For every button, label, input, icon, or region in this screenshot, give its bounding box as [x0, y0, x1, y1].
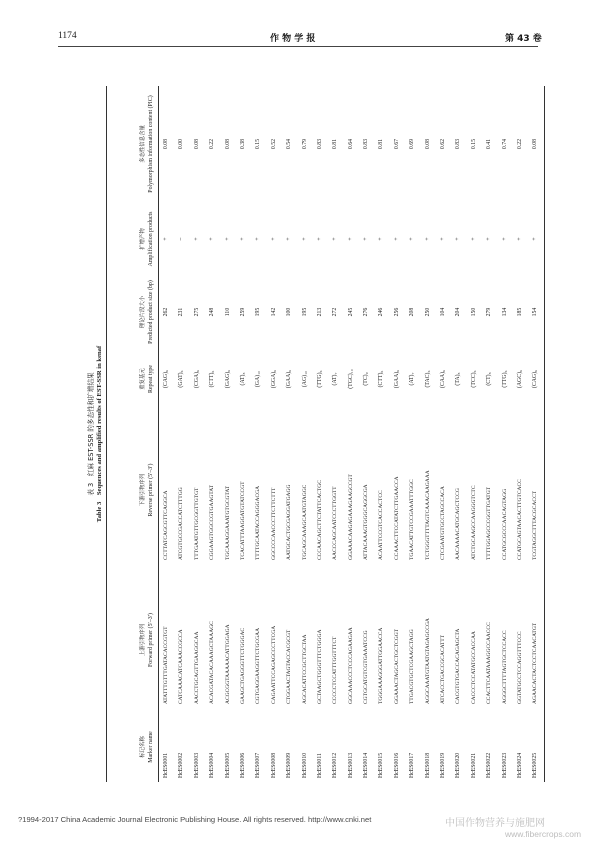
table-cell: AGGGCTTTTAGTGCTCCACC: [501, 630, 508, 704]
table-cell: HcES0013: [347, 752, 354, 778]
column-header: [140, 576, 155, 704]
table-cell: ACACGATACACAAAGCTAAAGC: [209, 621, 216, 704]
table-cell: HcES0017: [409, 752, 416, 778]
table-cell: 0.15: [470, 138, 477, 150]
table-cell: HcES0014: [363, 752, 370, 778]
table-cell: 134: [501, 307, 508, 317]
table-cell: (CAG)₆: [163, 369, 169, 389]
table-cell: +: [486, 237, 493, 241]
journal-title: 作 物 学 报: [270, 34, 316, 44]
column-header: [140, 92, 155, 196]
table-cell: 0.08: [163, 138, 169, 150]
table-cell: +: [516, 237, 523, 241]
table-cell: GAAGCTGAGGGTTCTGGGAC: [239, 627, 246, 704]
column-header-en: Repeat type: [147, 365, 154, 393]
table-cell: (GA)₁₀: [255, 370, 262, 388]
table-cell: (TCC)₆: [470, 370, 477, 388]
table-cell: +: [378, 237, 385, 241]
table-cell: HcES0018: [424, 752, 431, 778]
table-cell: +: [209, 237, 216, 241]
table-cell: TTTGAATGTTGCGGTTGTGT: [193, 487, 200, 560]
table-cell: 0.79: [301, 138, 308, 150]
table-cell: 256: [393, 307, 400, 317]
table-cell: TGCAGCAAAGCAATGTAGGC: [301, 484, 308, 560]
table-cell: 272: [332, 307, 339, 317]
table-cell: 0.00: [178, 138, 185, 150]
table-cell: 208: [409, 307, 416, 317]
table-row: [205, 86, 220, 782]
table-cell: 195: [301, 307, 308, 317]
table-cell: HcES0023: [501, 752, 508, 778]
table-cell: 0.67: [393, 138, 400, 150]
table-cell: (TGC)₁₀: [347, 369, 354, 389]
column-header-cn: 上游引物序列: [140, 623, 147, 657]
table-cell: (CT)₈: [486, 372, 493, 386]
table-cell: ATTACAAAGTGGGCAGGCGA: [363, 484, 370, 560]
table-cell: (AT)₇: [409, 372, 416, 386]
table-row: [328, 86, 343, 782]
column-header-cn: 下游引物序列: [140, 473, 147, 507]
table-row: [513, 86, 528, 782]
table-cell: 0.22: [516, 138, 523, 150]
table-cell: HcES0002: [178, 752, 185, 778]
column-header-en: Reverse primer (5′–3′): [147, 463, 154, 517]
table-cell: (TTG)₆: [501, 370, 508, 388]
table-cell: (TTG)₆: [316, 370, 323, 388]
table-cell: (GGA)₆: [270, 369, 277, 389]
table-cell: 104: [440, 307, 447, 317]
table-cell: HcES0022: [486, 752, 493, 778]
table-row: [236, 86, 251, 782]
table-cell: 100: [286, 307, 293, 317]
table-cell: HcES0004: [209, 752, 216, 778]
watermark-url: www.fibercrops.com: [505, 829, 582, 839]
table-row: [467, 86, 482, 782]
table-cell: HcES0016: [393, 752, 400, 778]
table-cell: 0.22: [209, 138, 216, 150]
table-row: [251, 86, 266, 782]
column-header: [140, 350, 155, 408]
column-header: [140, 206, 155, 272]
column-header: [140, 420, 155, 560]
table-cell: (CTT)₆: [209, 370, 216, 388]
table-row: [159, 86, 174, 782]
table-row: [528, 86, 543, 782]
table-cell: CCATGCAGTAACACTTGTCACC: [516, 479, 523, 560]
column-header: [140, 280, 155, 344]
table-cell: HcES0020: [455, 752, 462, 778]
table-row: [482, 86, 497, 782]
table-cell: (AT)₈: [239, 372, 246, 386]
table-cell: 195: [255, 307, 262, 317]
table-top-rule: [106, 86, 107, 782]
table-cell: CCAAACTTCCATATCTTGAACCA: [393, 476, 400, 560]
table-cell: 245: [347, 307, 354, 317]
table-cell: +: [286, 237, 293, 241]
table-cell: (CAA)₆: [440, 369, 447, 389]
table-row: [390, 86, 405, 782]
table-cell: (GAA)₆: [286, 369, 293, 389]
table-cell: TCGTAGGCTTTACGCACCT: [532, 490, 539, 560]
table-cell: CCCCCTCCATTTGGTTTCT: [332, 636, 339, 704]
table-cell: –: [178, 237, 185, 241]
table-cell: (CAG)₆: [532, 369, 539, 389]
table-cell: 0.08: [224, 138, 231, 150]
table-cell: 262: [163, 307, 169, 317]
table-cell: (AGC)₆: [516, 369, 523, 389]
table-cell: CTGGAACTAGTACCACGCGT: [286, 629, 293, 704]
table-cell: AGAACACTACTCCTCAACATGT: [532, 622, 539, 704]
table-row: [436, 86, 451, 782]
table-cell: (AG)₁₀: [301, 370, 308, 388]
table-cell: HcES0021: [470, 752, 477, 778]
table-cell: +: [393, 237, 400, 241]
table-cell: CATCAAACATCAAACCGCCA: [178, 629, 185, 704]
caption-cn: 表 3 红麻 EST-SSR 的多态性和扩增结果: [87, 372, 95, 496]
table-cell: CGTGCATGTCGTGAAATCCG: [363, 630, 370, 704]
table-cell: HcES0009: [286, 752, 293, 778]
table-cell: TCTGGGTTTTAGTCAAACAAGAAA: [424, 470, 431, 560]
table-row: [174, 86, 189, 782]
column-header-cn: 标记名称: [140, 736, 147, 758]
table-cell: +: [332, 237, 339, 241]
table-cell: +: [316, 237, 323, 241]
table-row: [374, 86, 389, 782]
table-cell: 0.52: [270, 138, 277, 150]
caption-en: Table 3 Sequences and amplified results of EST-SSR in kenaf: [95, 345, 103, 523]
table-cell: 0.83: [363, 138, 370, 150]
table-cell: AACAAAACATGCAGCTCCG: [455, 488, 462, 560]
table-cell: HcES0025: [532, 752, 539, 778]
table-cell: 246: [378, 307, 385, 317]
column-header-cn: 重复基元: [140, 368, 147, 390]
table-cell: +: [470, 237, 477, 241]
table-caption: [87, 86, 104, 782]
table-cell: +: [301, 237, 308, 241]
table-bottom-rule: [544, 86, 545, 782]
table-cell: TGGGAAAGGGATTGGAACCA: [378, 627, 385, 704]
table-cell: 259: [239, 307, 246, 317]
table-row: [421, 86, 436, 782]
table-cell: ATCTGCAAGCCAAGGGTCTC: [470, 485, 477, 560]
table-row: [405, 86, 420, 782]
table-cell: 142: [270, 307, 277, 317]
table-cell: 0.08: [193, 138, 200, 150]
table-cell: HcES0006: [239, 752, 246, 778]
table-cell: GGTATGCCTCCAGGTTTCCC: [516, 631, 523, 704]
table-cell: ATCGTGCCGACCATCTTTGG: [178, 487, 185, 560]
table-cell: GGCCCCAACCCTTCTTCTTT: [270, 487, 277, 560]
table-cell: CCCAACAGCTTCTATTCACTGC: [316, 480, 323, 560]
column-header-en: Amplification products: [147, 211, 154, 267]
table-cell: HcES0008: [270, 752, 277, 778]
table-cell: (TAC)₆: [424, 370, 431, 388]
table-row: [359, 86, 374, 782]
table-cell: 0.38: [239, 138, 246, 150]
table-cell: HcES0019: [440, 752, 447, 778]
table-cell: 0.83: [455, 138, 462, 150]
column-header-cn: 扩增产物: [140, 228, 147, 250]
table-row: [498, 86, 513, 782]
table-cell: HcES0001: [163, 752, 169, 778]
column-header-en: Predicted product size (bp): [147, 280, 154, 344]
column-header: [140, 716, 155, 778]
table-cell: CGTGAGGAAGGTTCTGCGAA: [255, 627, 262, 704]
table-cell: AATGCACTGCGAGGATGAGG: [286, 484, 293, 560]
table-cell: HcES0012: [332, 752, 339, 778]
table-cell: 0.81: [332, 138, 339, 150]
table-cell: +: [255, 237, 262, 241]
table-row: [282, 86, 297, 782]
table-cell: +: [501, 237, 508, 241]
table-cell: HcES0003: [193, 752, 200, 778]
table-cell: CCACTTCAATAAAGGCCAACCC: [486, 622, 493, 704]
table-cell: HcES0010: [301, 752, 308, 778]
table-cell: 0.15: [255, 138, 262, 150]
table-cell: AGCACATTCCGCTTGCTAA: [301, 634, 308, 704]
table-cell: 0.74: [501, 138, 508, 150]
table-cell: ACGCGGTAAAAACATTGGAGA: [224, 624, 231, 704]
table-cell: +: [239, 237, 246, 241]
table-cell: TGAACATTGTCCGAAATTTGGC: [409, 479, 416, 560]
table-cell: 110: [224, 307, 231, 317]
table-cell: CCATGCGCCCAACAGTAGG: [501, 488, 508, 560]
table-body: [159, 86, 544, 782]
table-cell: CACGTGTGACCACAGAGCTA: [455, 628, 462, 704]
table-cell: 279: [486, 307, 493, 317]
table-cell: 0.54: [286, 138, 293, 150]
table-cell: GGCAAACCCTCCCAGAAGAA: [347, 627, 354, 704]
table-cell: 0.64: [347, 138, 354, 150]
column-header-cn: 理论片段大小: [140, 295, 147, 329]
table-row: [313, 86, 328, 782]
table-cell: HcES0005: [224, 752, 231, 778]
column-header-en: Forward primer (5′–3′): [147, 613, 154, 667]
table-cell: (TC)₉: [363, 372, 370, 386]
table-cell: ATCACCTGACCGCACATTT: [440, 634, 447, 704]
table-cell: TTTTGGAGCCCGGTTGATGT: [486, 486, 493, 560]
table-row: [344, 86, 359, 782]
table-cell: 0.08: [424, 138, 431, 150]
column-header-en: Marker name: [147, 731, 154, 763]
table-cell: (CGA)₆: [193, 369, 200, 389]
table-cell: +: [163, 237, 169, 241]
table-cell: +: [532, 237, 539, 241]
table-cell: 275: [193, 307, 200, 317]
table-cell: HcES0007: [255, 752, 262, 778]
table-cell: CGGAAGTGGCCGTGAAGTAT: [209, 484, 216, 560]
table-cell: CACCCTCCATATGCCACCAA: [470, 631, 477, 704]
table-row: [298, 86, 313, 782]
table-cell: AACCTGCAGTTGAAGGCAA: [193, 631, 200, 704]
table-cell: 204: [455, 307, 462, 317]
page-number: 1174: [58, 31, 77, 41]
rotated-table-area: [86, 86, 539, 782]
table-cell: 0.08: [532, 138, 539, 150]
column-header-cn: 多态性信息含量: [140, 125, 147, 163]
watermark-text: 中国作物营养与施肥网: [445, 818, 545, 829]
table-cell: 0.81: [378, 138, 385, 150]
table-row: [267, 86, 282, 782]
column-header-en: Polymorphism information content (PIC): [147, 95, 154, 193]
table-cell: +: [270, 237, 277, 241]
table-cell: 250: [424, 307, 431, 317]
table-cell: 0.83: [316, 138, 323, 150]
table-cell: (CTT)₆: [378, 370, 385, 388]
header-rule: [58, 46, 538, 47]
table-cell: HcES0024: [516, 752, 523, 778]
table-cell: 154: [532, 307, 539, 317]
table-cell: (GAA)₆: [393, 369, 400, 389]
table-cell: +: [363, 237, 370, 241]
table-cell: TTGACGTGCTCGAAGCTAGG: [409, 629, 416, 704]
table-cell: 0.62: [440, 138, 447, 150]
table-cell: 0.41: [486, 138, 493, 150]
table-cell: GCTAAGCTGGGTTTCTGGGA: [316, 629, 323, 704]
table-cell: 150: [470, 307, 477, 317]
table-cell: 248: [209, 307, 216, 317]
table-header: [110, 86, 159, 782]
table-row: [451, 86, 466, 782]
table-cell: GGAAACTAGCACTGCTCGGT: [393, 628, 400, 704]
table-cell: HcES0011: [316, 753, 323, 778]
table-cell: +: [224, 237, 231, 241]
table-cell: ATATTTGTTTGATACACCGTGT: [163, 626, 169, 704]
table-cell: (GAG)₆: [224, 369, 231, 389]
table-row: [190, 86, 205, 782]
table-cell: (GAT)₆: [178, 370, 185, 388]
table-cell: AGGCAAATGTAATGTAGAGCCGA: [424, 618, 431, 704]
table-cell: (TA)₈: [455, 372, 462, 386]
table-cell: CCTTATCAGCGTTCAGGCA: [163, 490, 169, 560]
table-cell: TGCAAAGGAAATGTGCGTAT: [224, 485, 231, 560]
copyright-footer: ?1994-2017 China Academic Journal Electronic Publishing House. All rights reserved. http://www.cnki.net: [18, 815, 372, 824]
table-cell: 185: [516, 307, 523, 317]
table-cell: +: [455, 237, 462, 241]
table-cell: +: [409, 237, 416, 241]
table-cell: CTCGAATGTGCCTAGCCACA: [440, 486, 447, 560]
table-cell: +: [424, 237, 431, 241]
table-cell: GGAAACAAGAGAAAGAAGCCGT: [347, 474, 354, 560]
volume-label: 第 43 卷: [505, 34, 542, 44]
table-cell: 0.69: [409, 138, 416, 150]
table-cell: TCACATTTAAGGATGTATCCGT: [239, 481, 246, 560]
table-cell: (AT)₇: [332, 372, 339, 386]
table-cell: HcES0015: [378, 752, 385, 778]
table-row: [221, 86, 236, 782]
table-cell: 276: [363, 307, 370, 317]
table-cell: CAGAATTCCAGAGCCCTTCGA: [270, 625, 277, 704]
table-cell: ACAATTCCGTCACCACTCC: [378, 490, 385, 560]
table-cell: +: [193, 237, 200, 241]
table-cell: AACCCAGCAATCCCTTGGTT: [332, 486, 339, 560]
table-cell: 213: [316, 307, 323, 317]
table-cell: +: [440, 237, 447, 241]
table-cell: 231: [178, 307, 185, 317]
table-cell: TTTTGCAATACCAGGGACGA: [255, 485, 262, 560]
table-cell: +: [347, 237, 354, 241]
